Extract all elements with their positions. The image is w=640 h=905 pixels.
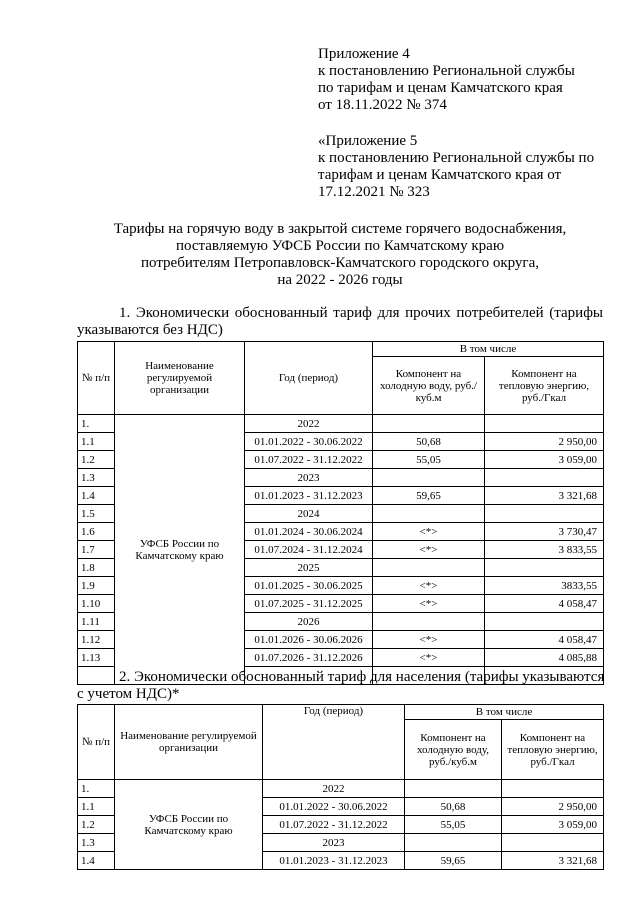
row-num: 1.9 (78, 577, 115, 595)
header-org: Наименование регулируемой организации (115, 705, 263, 780)
row-heat: 4 058,47 (485, 631, 604, 649)
row-num: 1.2 (78, 451, 115, 469)
row-cold (373, 469, 485, 487)
row-cold: 55,05 (373, 451, 485, 469)
header-heat: Компонент на тепловую энергию, руб./Гкал (502, 720, 604, 780)
row-cold: <*> (373, 541, 485, 559)
row-num: 1.10 (78, 595, 115, 613)
title-line: поставляемую УФСБ России по Камчатскому краю (175, 238, 505, 254)
header-incl: В том числе (405, 705, 604, 720)
row-cold: <*> (373, 595, 485, 613)
appendix-header (318, 46, 575, 114)
row-cold: 59,65 (405, 852, 502, 870)
row-heat (485, 613, 604, 631)
row-cold: 59,65 (373, 487, 485, 505)
section2-heading-line2: с учетом НДС)* (77, 686, 180, 702)
row-heat: 3833,55 (485, 577, 604, 595)
section1-heading-line2: указываются без НДС) (77, 322, 223, 338)
row-heat (485, 505, 604, 523)
row-heat (485, 469, 604, 487)
row-period: 01.07.2026 - 31.12.2026 (245, 649, 373, 667)
row-heat: 4 058,47 (485, 595, 604, 613)
row-cold: 50,68 (373, 433, 485, 451)
row-num: 1.6 (78, 523, 115, 541)
table-row (78, 415, 604, 433)
row-heat (485, 559, 604, 577)
header-num: № п/п (78, 705, 115, 780)
tariff-table-population (77, 704, 604, 870)
row-num: 1.4 (78, 852, 115, 870)
row-period: 2025 (245, 559, 373, 577)
header-cold: Компонент на холодную воду, руб./куб.м (405, 720, 502, 780)
appendix-line: от 18.11.2022 № 374 (318, 97, 447, 113)
row-period: 2023 (245, 469, 373, 487)
row-cold: <*> (373, 523, 485, 541)
tariff-table-other-consumers (77, 341, 604, 685)
header-cold: Компонент на холодную воду, руб./куб.м (373, 357, 485, 415)
row-cold: 50,68 (405, 798, 502, 816)
row-cold (373, 613, 485, 631)
row-heat: 3 833,55 (485, 541, 604, 559)
header-org: Наименование регулируемой организации (115, 342, 245, 415)
row-num: 1.4 (78, 487, 115, 505)
row-period: 01.07.2025 - 31.12.2025 (245, 595, 373, 613)
header-period: Год (период) (263, 705, 405, 780)
row-period: 2022 (263, 780, 405, 798)
row-cold: <*> (373, 577, 485, 595)
appendix-line: Приложение 4 (318, 46, 410, 62)
row-num: 1. (78, 415, 115, 433)
row-period: 2023 (263, 834, 405, 852)
document-title (70, 221, 610, 289)
row-period: 01.07.2022 - 31.12.2022 (263, 816, 405, 834)
row-period: 01.01.2023 - 31.12.2023 (245, 487, 373, 505)
prev-appendix-line: 17.12.2021 № 323 (318, 184, 430, 200)
org-name: УФСБ России по Камчатскому краю (115, 415, 245, 685)
row-cold: <*> (373, 649, 485, 667)
row-num: 1.12 (78, 631, 115, 649)
row-num: 1.2 (78, 816, 115, 834)
row-cold (373, 559, 485, 577)
row-num: 1.3 (78, 834, 115, 852)
header-heat: Компонент на тепловую энергию, руб./Гкал (485, 357, 604, 415)
row-period: 01.01.2023 - 31.12.2023 (263, 852, 405, 870)
row-heat: 3 321,68 (485, 487, 604, 505)
row-num: 1.5 (78, 505, 115, 523)
row-period: 2022 (245, 415, 373, 433)
appendix-line: к постановлению Региональной службы (318, 63, 575, 79)
row-num: 1.8 (78, 559, 115, 577)
row-num: 1.1 (78, 798, 115, 816)
row-heat: 4 085,88 (485, 649, 604, 667)
header-period: Год (период) (245, 342, 373, 415)
prev-appendix-line: «Приложение 5 (318, 133, 418, 149)
table-row (78, 780, 604, 798)
section1-heading-line1: 1. Экономически обоснованный тариф для прочих потребителей (тарифы (119, 305, 603, 321)
row-period: 01.01.2025 - 30.06.2025 (245, 577, 373, 595)
row-heat: 2 950,00 (485, 433, 604, 451)
prev-appendix-header (318, 133, 594, 201)
row-num: 1.11 (78, 613, 115, 631)
row-num: 1. (78, 780, 115, 798)
section2-heading (77, 669, 603, 703)
row-heat (502, 780, 604, 798)
row-period: 2024 (245, 505, 373, 523)
row-period: 01.01.2024 - 30.06.2024 (245, 523, 373, 541)
row-cold: 55,05 (405, 816, 502, 834)
row-heat (485, 415, 604, 433)
row-heat: 2 950,00 (502, 798, 604, 816)
row-heat: 3 730,47 (485, 523, 604, 541)
row-heat (502, 834, 604, 852)
row-period: 01.07.2024 - 31.12.2024 (245, 541, 373, 559)
row-num: 1.13 (78, 649, 115, 667)
row-period: 01.01.2022 - 30.06.2022 (263, 798, 405, 816)
row-num: 1.1 (78, 433, 115, 451)
org-name: УФСБ России по Камчатскому краю (115, 780, 263, 870)
row-period: 01.07.2022 - 31.12.2022 (245, 451, 373, 469)
appendix-line: по тарифам и ценам Камчатского края (318, 80, 563, 96)
row-period: 01.01.2022 - 30.06.2022 (245, 433, 373, 451)
row-heat: 3 059,00 (485, 451, 604, 469)
row-num: 1.3 (78, 469, 115, 487)
row-period: 01.01.2026 - 30.06.2026 (245, 631, 373, 649)
prev-appendix-line: к постановлению Региональной службы по (318, 150, 595, 166)
row-heat: 3 321,68 (502, 852, 604, 870)
title-line: потребителям Петропавловск-Камчатского городского округа, (140, 255, 539, 271)
header-num: № п/п (78, 342, 115, 415)
row-num: 1.7 (78, 541, 115, 559)
row-cold (405, 780, 502, 798)
row-cold: <*> (373, 631, 485, 649)
title-line: Тарифы на горячую воду в закрытой системе горячего водоснабжения, (113, 221, 567, 237)
header-incl: В том числе (373, 342, 604, 357)
title-line: на 2022 - 2026 годы (277, 272, 403, 288)
prev-appendix-line: тарифам и ценам Камчатского края от (318, 167, 562, 183)
row-heat: 3 059,00 (502, 816, 604, 834)
row-cold (405, 834, 502, 852)
section2-heading-line1: 2. Экономически обоснованный тариф для населения (тарифы указываются (119, 669, 605, 685)
section1-heading (77, 305, 603, 339)
row-cold (373, 415, 485, 433)
row-period: 2026 (245, 613, 373, 631)
row-cold (373, 505, 485, 523)
